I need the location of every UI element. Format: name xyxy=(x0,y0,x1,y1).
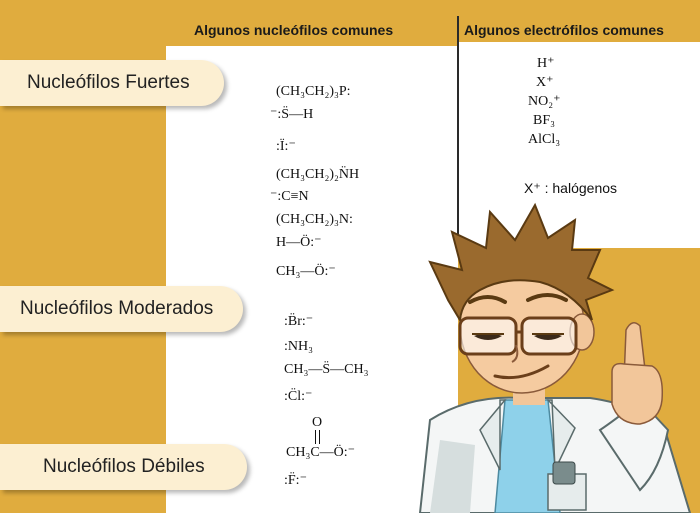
strong-nucleophile: :Ï:⁻ xyxy=(276,139,296,154)
electrophile: X⁺ xyxy=(536,75,554,90)
nucleophiles-header: Algunos nucleófilos comunes xyxy=(194,22,394,38)
strong-nucleophile: H—Ö:⁻ xyxy=(276,235,322,250)
halogens-note: X⁺ : halógenos xyxy=(524,180,618,196)
moderate-nucleophile: CH₃—S̈—CH₃ xyxy=(284,362,369,377)
raised-hand xyxy=(612,364,662,424)
electrophile: H⁺ xyxy=(537,56,555,71)
strong-nucleophile: ⁻:C≡N xyxy=(270,189,309,204)
strong-nucleophile: CH₃—Ö:⁻ xyxy=(276,264,336,279)
strong-nucleophile: (CH₃CH₂)₂N̈H xyxy=(276,167,360,182)
weak-nucleophile: CH₃C—Ö:⁻ xyxy=(286,445,356,460)
electrophile: BF₃ xyxy=(533,113,556,128)
moderate-nucleophile: :NH₃ xyxy=(284,339,313,354)
pocket-calculator-icon xyxy=(553,462,575,484)
electrophiles-header: Algunos electrófilos comunes xyxy=(464,22,664,38)
strong-nucleophile: (CH₃CH₂)₃N: xyxy=(276,212,353,227)
weak-label-text: Nucleófilos Débiles xyxy=(43,456,205,477)
moderate-label-text: Nucleófilos Moderados xyxy=(20,298,214,319)
electrophile: NO₂⁺ xyxy=(528,94,561,109)
strong-nucleophile: ⁻:S̈—H xyxy=(270,107,314,122)
strong-nucleophile: (CH₃CH₂)₃P: xyxy=(276,84,351,99)
moderate-nucleophile: :B̈r:⁻ xyxy=(284,314,314,329)
weak-carbonyl-oxygen: O xyxy=(312,415,323,430)
moderate-nucleophile: :C̈l:⁻ xyxy=(284,389,313,404)
weak-nucleophile: :F̈:⁻ xyxy=(284,473,307,488)
strong-label-text: Nucleófilos Fuertes xyxy=(27,72,190,93)
electrophile: AlCl₃ xyxy=(528,132,561,147)
